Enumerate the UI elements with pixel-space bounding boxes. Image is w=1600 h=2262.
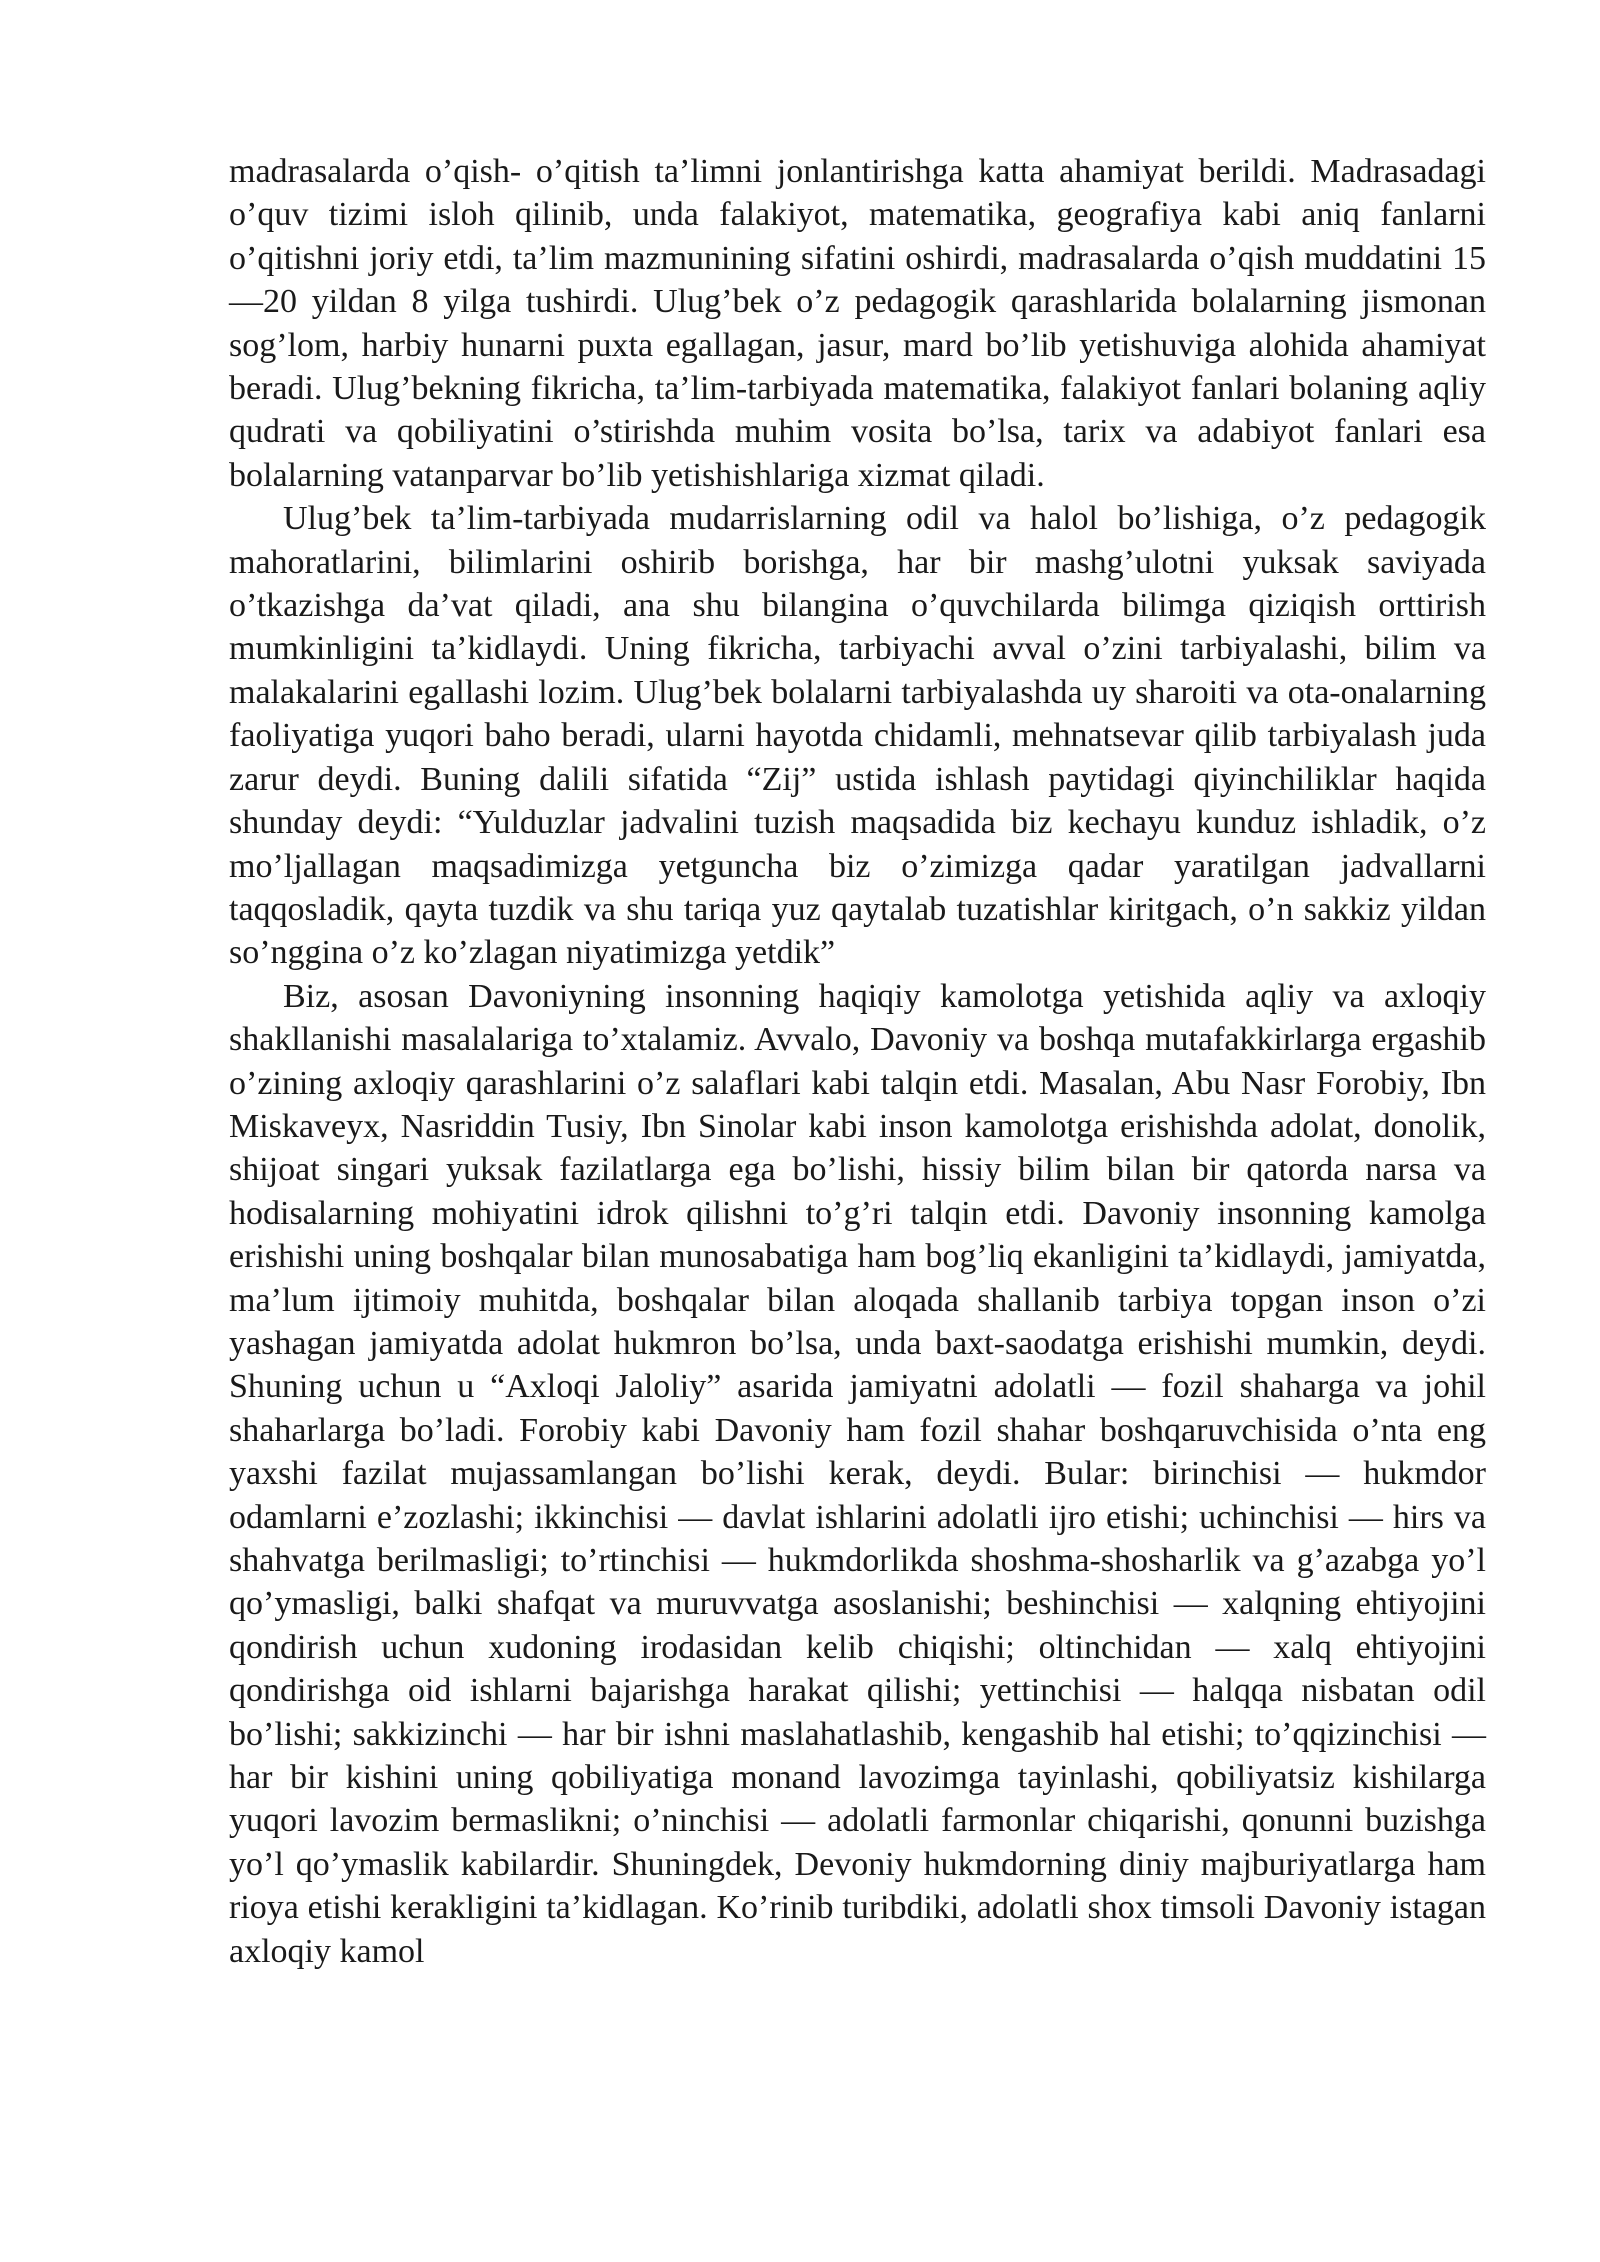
paragraph-continuation: madrasalarda o’qish- o’qitish ta’limni jonlantirishga katta ahamiyat berildi. Madrasadagi o’quv tizimi isloh qilinib, unda falakiyot, matematika, geografiya kabi aniq fanlarni o’qitishni joriy etdi, ta’lim mazmunining sifatini oshirdi, madrasalarda o’qish muddatini 15—20 yildan 8 yilga tushirdi. Ulug’bek o’z pedagogik qarashlarida bolalarning jismonan sog’lom, harbiy hunarni puxta egallagan, jasur, mard bo’lib yetishuviga alohida ahamiyat beradi. Ulug’bekning fikricha, ta’lim-tarbiyada matematika, falakiyot fanlari bolaning aqliy qudrati va qobiliyatini o’stirishda muhim vosita bo’lsa, tarix va adabiyot fanlari esa bolalarning vatanparvar bo’lib yetishishlariga xizmat qiladi. (229, 153, 1486, 494)
paragraph-ulugbek: Ulug’bek ta’lim-tarbiyada mudarrislarning odil va halol bo’lishiga, o’z pedagogik mahoratlarini, bilimlarini oshirib borishga, har bir mashg’ulotni yuksak saviyada o’tkazishga da’vat qiladi, ana shu bilangina o’quvchilarda bilimga qiziqish orttirish mumkinligini ta’kidlaydi. Uning fikricha, tarbiyachi avval o’zini tarbiyalashi, bilim va malakalarini egallashi lozim. Ulug’bek bolalarni tarbiyalashda uy sharoiti va ota-onalarning faoliyatiga yuqori baho beradi, ularni hayotda chidamli, mehnatsevar qilib tarbiyalash juda zarur deydi. Buning dalili sifatida “Zij” ustida ishlash paytidagi qiyinchiliklar haqida shunday deydi: “Yulduzlar jadvalini tuzish maqsadida biz kechayu kunduz ishladik, o’z mo’ljallagan maqsadimizga yetguncha biz o’zimizga qadar yaratilgan jadvallarni taqqosladik, qayta tuzdik va shu tariqa yuz qaytalab tuzatishlar kiritgach, o’n sakkiz yildan so’nggina o’z ko’zlagan niyatimizga yetdik” (229, 500, 1486, 972)
paragraph-davoniy: Biz, asosan Davoniyning insonning haqiqiy kamolotga yetishida aqliy va axloqiy shakllanishi masalalariga to’xtalamiz. Avvalo, Davoniy va boshqa mutafakkirlarga ergashib o’zining axloqiy qarashlarini o’z salaflari kabi talqin etdi. Masalan, Abu Nasr Forobiy, Ibn Miskaveyx, Nasriddin Tusiy, Ibn Sinolar kabi inson kamolotga erishishda adolat, donolik, shijoat singari yuksak fazilatlarga ega bo’lishi, hissiy bilim bilan bir qatorda narsa va hodisalarning mohiyatini idrok qilishni to’g’ri talqin etdi. Davoniy insonning kamolga erishishi uning boshqalar bilan munosabatiga ham bog’liq ekanligini ta’kidlaydi, jamiyatda, ma’lum ijtimoiy muhitda, boshqalar bilan aloqada shallanib tarbiya topgan inson o’zi yashagan jamiyatda adolat hukmron bo’lsa, unda baxt-saodatga erishishi mumkin, deydi. Shuning uchun u “Axloqi Jaloliy” asarida jamiyatni adolatli — fozil shaharga va johil shaharlarga bo’ladi. Forobiy kabi Davoniy ham fozil shahar boshqaruvchisida o’nta eng yaxshi fazilat mujassamlangan bo’lishi kerak, deydi. Bular: birinchisi — hukmdor odamlarni e’zozlashi; ikkinchisi — davlat ishlarini adolatli ijro etishi; uchinchisi — hirs va shahvatga berilmasligi; to’rtinchisi — hukmdorlikda shoshma-shosharlik va g’azabga yo’l qo’ymasligi, balki shafqat va muruvvatga asoslanishi; beshinchisi — xalqning ehtiyojini qondirish uchun xudoning irodasidan kelib chiqishi; oltinchidan — xalq ehtiyojini qondirishga oid ishlarni bajarishga harakat qilishi; yettinchisi — halqqa nisbatan odil bo’lishi; sakkizinchi — har bir ishni maslahatlashib, kengashib hal etishi; to’qqizinchisi — har bir kishini uning qobiliyatiga monand lavozimga tayinlashi, qobiliyatsiz kishilarga yuqori lavozim bermaslikni; o’ninchisi — adolatli farmonlar chiqarishi, qonunni buzishga yo’l qo’ymaslik kabilardir. Shuningdek, Devoniy hukmdorning diniy majburiyatlarga ham rioya etishi kerakligini ta’kidlagan. Ko’rinib turibdiki, adolatli shox timsoli Davoniy istagan axloqiy kamol (229, 977, 1486, 1970)
page-body (229, 150, 1486, 1973)
